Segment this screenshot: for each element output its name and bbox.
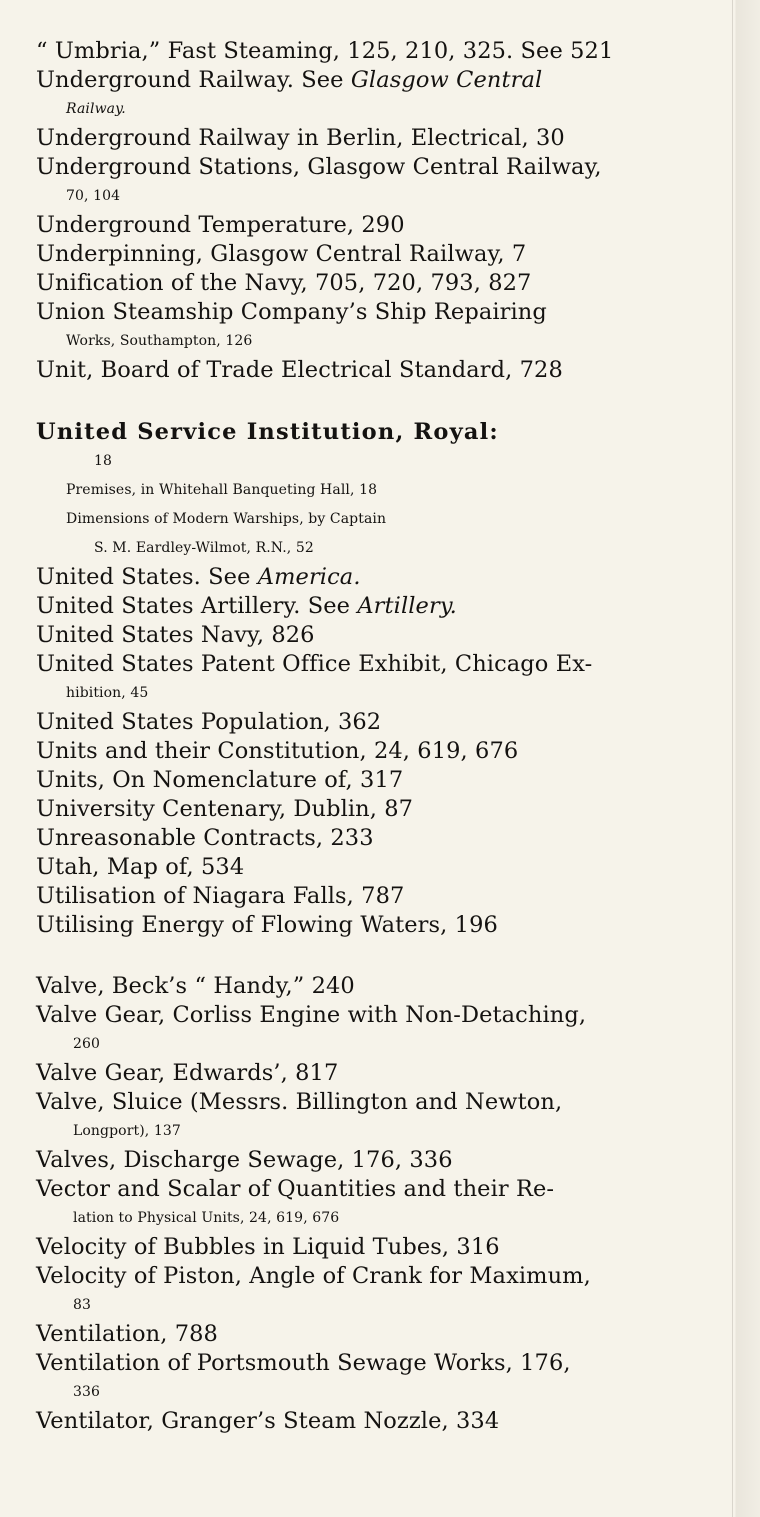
index-entry-valve-becks: Valve, Beck’s “ Handy,” 240 bbox=[36, 973, 355, 999]
index-entry-valve-gear-edwards: Valve Gear, Edwards’, 817 bbox=[36, 1060, 339, 1086]
index-entry-united-states bbox=[36, 563, 714, 592]
index-entry-university-centenary: University Centenary, Dublin, 87 bbox=[36, 796, 414, 822]
cross-reference: Artillery. bbox=[357, 593, 457, 619]
index-subentry: Premises, in Whitehall Banqueting Hall, 18 bbox=[66, 482, 378, 498]
index-entry-unit-board-of-trade: Unit, Board of Trade Electrical Standard, 728 bbox=[36, 357, 563, 383]
index-entry-units-nomenclature: Units, On Nomenclature of, 317 bbox=[36, 767, 404, 793]
entry-text: United States Artillery. See bbox=[36, 593, 358, 619]
index-entry-valve-sluice: Valve, Sluice (Messrs. Billington and Newton, bbox=[36, 1089, 563, 1115]
index-entry-units-constitution: Units and their Constitution, 24, 619, 676 bbox=[36, 738, 519, 764]
index-entry-united-states-patent-office: United States Patent Office Exhibit, Chicago Ex- bbox=[36, 651, 593, 677]
index-entry-continuation: Works, Southampton, 126 bbox=[66, 333, 253, 349]
index-entry-ventilator-granger: Ventilator, Granger’s Steam Nozzle, 334 bbox=[36, 1408, 500, 1434]
index-entry-valves-discharge: Valves, Discharge Sewage, 176, 336 bbox=[36, 1147, 453, 1173]
cross-reference: Railway. bbox=[66, 101, 126, 117]
index-entry-continuation: Longport), 137 bbox=[73, 1123, 181, 1139]
index-entry-continuation: 70, 104 bbox=[66, 188, 121, 204]
index-entry-continuation: lation to Physical Units, 24, 619, 676 bbox=[73, 1210, 340, 1226]
index-entry-underground-stations: Underground Stations, Glasgow Central Railway, bbox=[36, 154, 602, 180]
index-heading-united-service-institution: United Service Institution, Royal: bbox=[36, 419, 499, 445]
index-entry-continuation: hibition, 45 bbox=[66, 685, 149, 701]
entry-text: United States. See bbox=[36, 564, 258, 590]
index-entry-velocity-piston: Velocity of Piston, Angle of Crank for Maximum, bbox=[36, 1263, 591, 1289]
index-entry-continuation: 83 bbox=[73, 1297, 92, 1313]
index-entry-umbria: “ Umbria,” Fast Steaming, 125, 210, 325. See 521 bbox=[36, 38, 614, 64]
index-entry-underground-railway bbox=[36, 66, 714, 95]
index-entry-underground-temperature: Underground Temperature, 290 bbox=[36, 212, 405, 238]
entry-text: Underground Railway. See bbox=[36, 67, 351, 93]
index-entry-velocity-bubbles: Velocity of Bubbles in Liquid Tubes, 316 bbox=[36, 1234, 500, 1260]
cross-reference: America. bbox=[257, 564, 361, 590]
index-subentry: S. M. Eardley-Wilmot, R.N., 52 bbox=[94, 540, 314, 556]
index-entry-united-states-navy: United States Navy, 826 bbox=[36, 622, 315, 648]
index-subentry: Dimensions of Modern Warships, by Captain bbox=[66, 511, 387, 527]
index-entry-underground-railway-berlin: Underground Railway in Berlin, Electrical, 30 bbox=[36, 125, 565, 151]
index-entry-underpinning: Underpinning, Glasgow Central Railway, 7 bbox=[36, 241, 527, 267]
index-entry-continuation: 260 bbox=[73, 1036, 101, 1052]
index-entry-utah-map: Utah, Map of, 534 bbox=[36, 854, 245, 880]
index-entry-united-states-artillery bbox=[36, 592, 714, 621]
index-entry-continuation: 336 bbox=[73, 1384, 101, 1400]
index-entry-continuation bbox=[36, 95, 744, 124]
index-entry-unification-navy: Unification of the Navy, 705, 720, 793, 827 bbox=[36, 270, 532, 296]
index-entry-union-steamship: Union Steamship Company’s Ship Repairing bbox=[36, 299, 547, 325]
index-entry-ventilation: Ventilation, 788 bbox=[36, 1321, 218, 1347]
index-entry-valve-gear-corliss: Valve Gear, Corliss Engine with Non-Detaching, bbox=[36, 1002, 587, 1028]
index-entry-utilising-energy: Utilising Energy of Flowing Waters, 196 bbox=[36, 912, 498, 938]
index-entry-utilisation-niagara: Utilisation of Niagara Falls, 787 bbox=[36, 883, 405, 909]
index-entry-unreasonable-contracts: Unreasonable Contracts, 233 bbox=[36, 825, 374, 851]
index-entry-united-states-population: United States Population, 362 bbox=[36, 709, 382, 735]
index-subentry: 18 bbox=[94, 453, 113, 469]
index-entry-vector-scalar: Vector and Scalar of Quantities and their Re- bbox=[36, 1176, 555, 1202]
index-entry-ventilation-portsmouth: Ventilation of Portsmouth Sewage Works, 176, bbox=[36, 1350, 571, 1376]
column-edge bbox=[732, 0, 733, 1517]
cross-reference: Glasgow Central bbox=[350, 67, 543, 93]
